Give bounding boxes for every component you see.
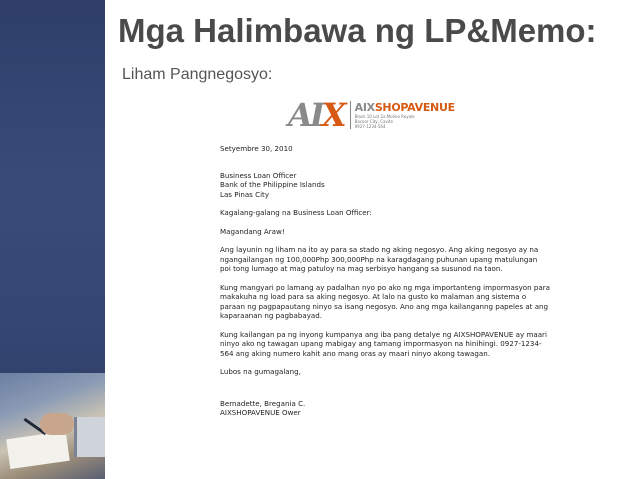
recipient-line: Las Pinas City xyxy=(220,189,270,199)
slide-subtitle: Liham Pangnegosyo: xyxy=(122,66,273,83)
hand-shape xyxy=(40,413,74,435)
letter-recipient xyxy=(220,171,550,200)
logo-mark-main: AI xyxy=(288,96,322,134)
letter-date: Setyembre 30, 2010 xyxy=(220,144,293,153)
logo-brand-prefix: AIX xyxy=(354,100,375,114)
logo-address-line: 0927-1234-564 xyxy=(354,123,386,129)
logo-mark-accent: X xyxy=(321,96,344,134)
logo-address-line: Bacoor City, Cavite xyxy=(354,118,393,124)
letter-paragraph: Kung mangyari po lamang ay padalhan nyo po ako ng mga importanteng impormasyon para makakuha ng load para sa aking negosyo. At lalo na gusto ko malaman ang sistema o paraan ng pagpapautang ninyo sa isang negosyo. Ano ang mga kailanganng papeles at ang kaparaanan ng pagbabayad. xyxy=(220,282,550,320)
slide-title: Mga Halimbawa ng LP&Memo: xyxy=(118,12,597,49)
letter-closing: Lubos na gumagalang, xyxy=(220,367,301,376)
company-logo xyxy=(288,96,550,134)
writing-hand-photo xyxy=(0,373,105,479)
letter-paragraph: Kung kailangan pa ng inyong kumpanya ang iba pang detalye ng AIXSHOPAVENUE ay maari ninyo ako ng tawagan upang mabigay ang tamang impormasyon na hinihingi. 0927-1234-564 ang aking numero kahit ano mang oras ay maari ninyo akong tawagan. xyxy=(220,329,547,358)
signature-name: Bernadette, Bregania C. xyxy=(220,398,306,408)
logo-brand-accent: SHOPAVENUE xyxy=(374,100,455,114)
laptop-shape xyxy=(74,417,105,457)
recipient-line: Bank of the Philippine Islands xyxy=(220,180,325,189)
letter-paragraph: Ang layunin ng liham na ito ay para sa stado ng aking negosyo. Ang aking negosyo ay na ngangailangan ng 100,000Php 300,000Php na karagdagang puhunan upang matulungan poi tong lumago at mag patuloy na mag serbisyo hangang sa susunod na taon. xyxy=(220,245,539,273)
sidebar-decoration xyxy=(0,0,105,479)
recipient-line: Business Loan Officer xyxy=(220,170,297,180)
letter-greeting: Magandang Araw! xyxy=(220,226,285,236)
logo-text xyxy=(355,102,455,129)
logo-mark xyxy=(288,96,344,134)
letter-signature xyxy=(220,399,550,418)
paper-shape xyxy=(6,431,70,469)
letter-salutation: Kagalang-galang na Business Loan Officer: xyxy=(220,208,372,217)
signature-title: AIXSHOPAVENUE Ower xyxy=(220,408,301,417)
logo-address-line: Block 10 Lot 2a Molino Royale xyxy=(354,113,415,119)
logo-divider xyxy=(350,101,351,129)
logo-brand xyxy=(355,102,455,114)
business-letter xyxy=(220,96,550,427)
